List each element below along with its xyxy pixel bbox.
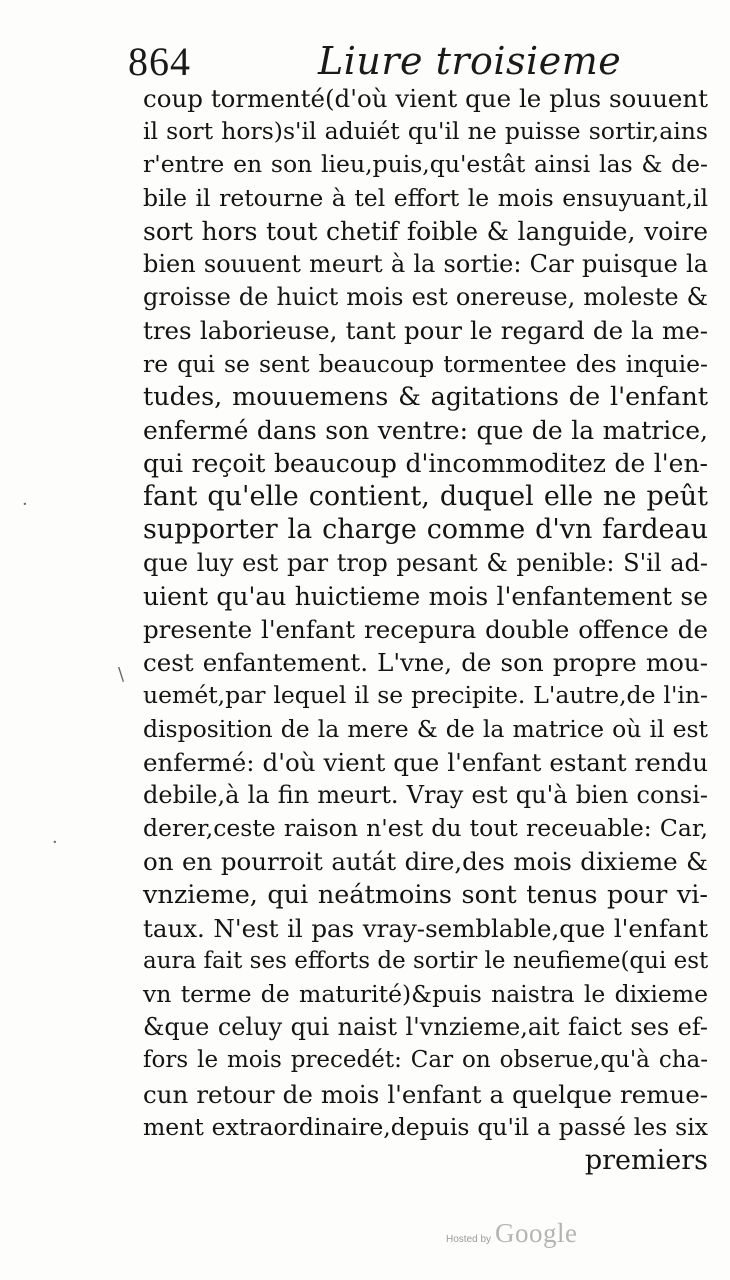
body-text (143, 82, 708, 1177)
text-line: fant qu'elle contient, duquel elle ne peût (143, 481, 708, 513)
text-line: que luy est par trop pesant & penible: S'il ad- (143, 548, 708, 577)
catchword: premiers (584, 1145, 708, 1176)
text-line: enfermé dans son ventre: que de la matrice, (143, 415, 708, 445)
text-line: groisse de huict mois est onereuse, moleste & (143, 283, 708, 312)
text-line: aura fait ses efforts de sortir le neufieme(qui est (143, 947, 709, 974)
text-line: enfermé: d'où vient que l'enfant estant rendu (143, 747, 708, 777)
text-line: sort hors tout chetif foible & languide, voire (143, 216, 708, 246)
text-line: derer,ceste raison n'est du tout receuable: Car, (143, 814, 708, 843)
text-line: on en pourroit autát dire,des mois dixieme & (143, 847, 708, 877)
running-head: Liure troisieme (318, 39, 622, 83)
text-line: ment extraordinaire,depuis qu'il a passé les six (143, 1112, 708, 1141)
text-line: tres laborieuse, tant pour le regard de la me- (143, 316, 708, 346)
text-line: fors le mois precedét: Car on obserue,qu'à cha- (143, 1047, 708, 1074)
text-line: qui reçoit beaucoup d'incommoditez de l'en- (143, 449, 708, 479)
text-line: vnzieme, qui neátmoins sont tenus pour vi- (143, 879, 708, 910)
margin-mark: \ (118, 664, 125, 685)
text-line: cun retour de mois l'enfant a quelque remue- (143, 1079, 708, 1109)
text-line: uient qu'au huictieme mois l'enfantement se (143, 581, 708, 611)
text-line: cest enfantement. L'vne, de son propre mou- (143, 648, 708, 678)
text-line: il sort hors)s'il aduiét qu'il ne puisse sortir,ains (143, 117, 708, 146)
text-line: debile,à la fin meurt. Vray est qu'à bien consi- (143, 780, 708, 809)
text-line: r'entre en son lieu,puis,qu'estât ainsi las & de- (143, 150, 708, 179)
page-number: 864 (128, 39, 191, 84)
margin-mark: · (22, 494, 28, 515)
text-line: coup tormenté(d'où vient que le plus souuent (143, 84, 708, 113)
text-line: taux. N'est il pas vray-semblable,que l'enfant (143, 913, 708, 943)
text-line: uemét,par lequel il se precipite. L'autre,de l'in- (143, 681, 708, 710)
text-line: tudes, mouuemens & agitations de l'enfant (143, 381, 708, 412)
text-line: presente l'enfant recepura double offence de (143, 615, 708, 644)
text-line: disposition de la mere & de la matrice où il est (143, 714, 708, 743)
text-line: re qui se sent beaucoup tormentee des inquie- (143, 349, 708, 378)
google-logo: Google (495, 1218, 578, 1248)
text-line: vn terme de maturité)&puis naistra le dixieme (143, 980, 708, 1009)
text-line: supporter la charge comme d'vn fardeau (143, 514, 708, 546)
text-line: bien souuent meurt à la sortie: Car puisque la (143, 249, 708, 278)
text-line: bile il retourne à tel effort le mois ensuyuant,il (143, 183, 708, 212)
text-line: &que celuy qui naist l'vnzieme,ait faict ses ef- (143, 1013, 708, 1042)
google-watermark (446, 1218, 578, 1249)
margin-mark: · (52, 832, 58, 853)
hosted-by-label: Hosted by (446, 1234, 492, 1245)
